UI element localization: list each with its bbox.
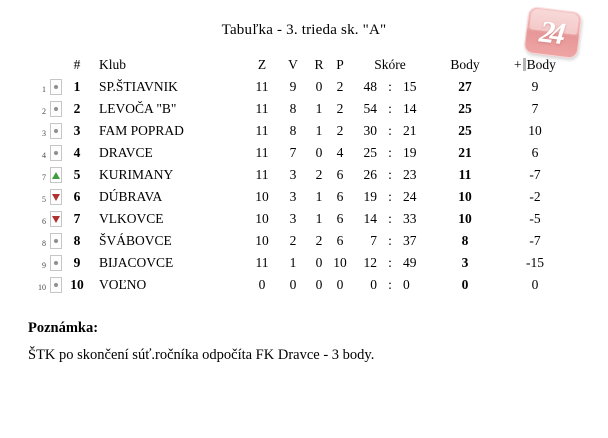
previous-rank: 7 bbox=[42, 173, 46, 182]
rank-cell: 10 bbox=[70, 277, 84, 292]
losses-cell: 6 bbox=[336, 211, 344, 226]
plus-sign: + bbox=[514, 57, 522, 72]
goals-for-cell: 26 bbox=[363, 167, 377, 182]
table-row bbox=[32, 76, 572, 98]
trend-same-icon bbox=[54, 151, 58, 155]
games-cell: 11 bbox=[255, 123, 269, 138]
draws-cell: 1 bbox=[315, 189, 323, 204]
trend-same-icon bbox=[54, 85, 58, 89]
wins-cell: 8 bbox=[289, 101, 297, 116]
games-cell: 11 bbox=[255, 101, 269, 116]
standings-table bbox=[32, 54, 572, 296]
points-cell: 3 bbox=[461, 255, 469, 270]
trend-box-frame bbox=[50, 255, 62, 271]
note-section bbox=[28, 320, 608, 364]
score-colon: : bbox=[388, 167, 392, 182]
trend-icon-box bbox=[46, 123, 66, 139]
rank-cell: 3 bbox=[73, 123, 81, 138]
col-header-wins: V bbox=[288, 57, 298, 72]
table-row bbox=[32, 252, 572, 274]
points-cell: 27 bbox=[458, 79, 472, 94]
losses-cell: 6 bbox=[336, 233, 344, 248]
points-cell: 25 bbox=[458, 123, 472, 138]
losses-cell: 6 bbox=[336, 167, 344, 182]
col-header-draws: R bbox=[314, 57, 324, 72]
table-row bbox=[32, 142, 572, 164]
table-body bbox=[32, 76, 572, 296]
points-cell: 10 bbox=[458, 211, 472, 226]
plus-points-cell: 9 bbox=[531, 79, 539, 94]
col-header-club: Klub bbox=[99, 57, 126, 72]
previous-rank: 1 bbox=[42, 85, 46, 94]
col-header-score: Skóre bbox=[374, 57, 406, 72]
trend-same-icon bbox=[54, 107, 58, 111]
col-header-games: Z bbox=[257, 57, 267, 72]
club-cell: KURIMANY bbox=[99, 167, 174, 182]
goals-against-cell: 15 bbox=[403, 79, 417, 94]
goals-for-cell: 48 bbox=[363, 79, 377, 94]
header-cursor-bar bbox=[523, 58, 526, 71]
wins-cell: 3 bbox=[289, 167, 297, 182]
goals-against-cell: 19 bbox=[403, 145, 417, 160]
draws-cell: 1 bbox=[315, 123, 323, 138]
games-cell: 11 bbox=[255, 79, 269, 94]
draws-cell: 1 bbox=[315, 101, 323, 116]
club-cell: SP.ŠTIAVNIK bbox=[99, 79, 178, 94]
table-row bbox=[32, 186, 572, 208]
goals-against-cell: 49 bbox=[403, 255, 417, 270]
goals-against-cell: 37 bbox=[403, 233, 417, 248]
club-cell: ŠVÁBOVCE bbox=[99, 233, 172, 248]
rank-cell: 8 bbox=[73, 233, 81, 248]
points-cell: 25 bbox=[458, 101, 472, 116]
col-header-losses: P bbox=[336, 57, 344, 72]
rank-cell: 6 bbox=[73, 189, 81, 204]
trend-icon-box bbox=[46, 79, 66, 95]
trend-box-frame bbox=[50, 167, 62, 183]
losses-cell: 4 bbox=[336, 145, 344, 160]
score-colon: : bbox=[388, 189, 392, 204]
wins-cell: 0 bbox=[289, 277, 297, 292]
trend-icon-box bbox=[46, 145, 66, 161]
wins-cell: 7 bbox=[289, 145, 297, 160]
goals-against-cell: 21 bbox=[403, 123, 417, 138]
wins-cell: 3 bbox=[289, 211, 297, 226]
rank-cell: 2 bbox=[73, 101, 81, 116]
club-cell: BIJACOVCE bbox=[99, 255, 174, 270]
club-cell: VOĽNO bbox=[99, 277, 147, 292]
trend-icon-box bbox=[46, 211, 66, 227]
wins-cell: 2 bbox=[289, 233, 297, 248]
plus-points-cell: 0 bbox=[531, 277, 539, 292]
goals-for-cell: 12 bbox=[363, 255, 377, 270]
plus-points-label: Body bbox=[526, 57, 556, 72]
note-text: ŠTK po skončení súť.ročníka odpočíta FK Dravce - 3 body. bbox=[28, 347, 375, 363]
plus-points-cell: -7 bbox=[529, 167, 541, 182]
trend-same-icon bbox=[54, 239, 58, 243]
games-cell: 10 bbox=[255, 211, 269, 226]
table-header-row bbox=[32, 54, 572, 76]
club-cell: DÚBRAVA bbox=[99, 189, 163, 204]
trend-icon-box bbox=[46, 167, 66, 183]
previous-rank: 4 bbox=[42, 151, 46, 160]
trend-box-frame bbox=[50, 101, 62, 117]
goals-for-cell: 25 bbox=[363, 145, 377, 160]
draws-cell: 1 bbox=[315, 211, 323, 226]
games-cell: 0 bbox=[258, 277, 266, 292]
plus-points-cell: 6 bbox=[531, 145, 539, 160]
losses-cell: 10 bbox=[333, 255, 347, 270]
trend-down-icon bbox=[52, 216, 60, 223]
score-colon: : bbox=[388, 101, 392, 116]
games-cell: 10 bbox=[255, 233, 269, 248]
trend-icon-box bbox=[46, 189, 66, 205]
previous-rank: 6 bbox=[42, 217, 46, 226]
table-row bbox=[32, 120, 572, 142]
wins-cell: 3 bbox=[289, 189, 297, 204]
logo-24-watermark bbox=[523, 6, 582, 59]
previous-rank: 3 bbox=[42, 129, 46, 138]
trend-icon-box bbox=[46, 233, 66, 249]
score-colon: : bbox=[388, 211, 392, 226]
trend-same-icon bbox=[54, 283, 58, 287]
goals-for-cell: 19 bbox=[363, 189, 377, 204]
draws-cell: 2 bbox=[315, 233, 323, 248]
plus-points-cell: 10 bbox=[528, 123, 542, 138]
table-row bbox=[32, 98, 572, 120]
goals-for-cell: 0 bbox=[370, 277, 377, 292]
rank-cell: 7 bbox=[73, 211, 81, 226]
trend-icon-box bbox=[46, 255, 66, 271]
trend-box-frame bbox=[50, 145, 62, 161]
score-colon: : bbox=[388, 255, 392, 270]
score-colon: : bbox=[388, 79, 392, 94]
table-row bbox=[32, 230, 572, 252]
trend-box-frame bbox=[50, 189, 62, 205]
trend-icon-box bbox=[46, 277, 66, 293]
goals-against-cell: 24 bbox=[403, 189, 417, 204]
trend-box-frame bbox=[50, 123, 62, 139]
points-cell: 21 bbox=[458, 145, 472, 160]
club-cell: LEVOČA "B" bbox=[99, 101, 177, 116]
goals-against-cell: 23 bbox=[403, 167, 417, 182]
table-row bbox=[32, 164, 572, 186]
club-cell: VLKOVCE bbox=[99, 211, 164, 226]
trend-up-icon bbox=[52, 172, 60, 179]
games-cell: 11 bbox=[255, 167, 269, 182]
logo-24-text: 24 bbox=[537, 12, 563, 51]
goals-for-cell: 54 bbox=[363, 101, 377, 116]
games-cell: 11 bbox=[255, 145, 269, 160]
note-label: Poznámka: bbox=[28, 320, 99, 336]
wins-cell: 8 bbox=[289, 123, 297, 138]
previous-rank: 10 bbox=[38, 283, 46, 292]
points-cell: 11 bbox=[458, 167, 472, 182]
score-colon: : bbox=[388, 233, 392, 248]
points-cell: 10 bbox=[458, 189, 472, 204]
goals-for-cell: 30 bbox=[363, 123, 377, 138]
draws-cell: 0 bbox=[315, 255, 323, 270]
losses-cell: 6 bbox=[336, 189, 344, 204]
rank-cell: 4 bbox=[73, 145, 81, 160]
losses-cell: 2 bbox=[336, 101, 344, 116]
games-cell: 11 bbox=[255, 255, 269, 270]
table-row bbox=[32, 274, 572, 296]
score-colon: : bbox=[388, 145, 392, 160]
previous-rank: 5 bbox=[42, 195, 46, 204]
draws-cell: 0 bbox=[315, 79, 323, 94]
trend-box-frame bbox=[50, 79, 62, 95]
draws-cell: 2 bbox=[315, 167, 323, 182]
rank-cell: 5 bbox=[73, 167, 81, 182]
rank-cell: 1 bbox=[73, 79, 81, 94]
trend-down-icon bbox=[52, 194, 60, 201]
table-row bbox=[32, 208, 572, 230]
col-header-points: Body bbox=[450, 57, 480, 72]
plus-points-cell: -2 bbox=[529, 189, 541, 204]
trend-same-icon bbox=[54, 129, 58, 133]
previous-rank: 2 bbox=[42, 107, 46, 116]
losses-cell: 2 bbox=[336, 123, 344, 138]
club-cell: FAM POPRAD bbox=[99, 123, 184, 138]
goals-against-cell: 14 bbox=[403, 101, 417, 116]
goals-against-cell: 33 bbox=[403, 211, 417, 226]
previous-rank: 9 bbox=[42, 261, 46, 270]
trend-box-frame bbox=[50, 277, 62, 293]
wins-cell: 9 bbox=[289, 79, 297, 94]
goals-for-cell: 14 bbox=[363, 211, 377, 226]
score-colon: : bbox=[388, 277, 392, 292]
rank-cell: 9 bbox=[73, 255, 81, 270]
plus-points-cell: -15 bbox=[526, 255, 544, 270]
page-title: Tabuľka - 3. trieda sk. "A" bbox=[221, 22, 387, 38]
goals-for-cell: 7 bbox=[370, 233, 377, 248]
points-cell: 0 bbox=[461, 277, 469, 292]
losses-cell: 0 bbox=[336, 277, 344, 292]
club-cell: DRAVCE bbox=[99, 145, 153, 160]
trend-box-frame bbox=[50, 233, 62, 249]
plus-points-cell: 7 bbox=[531, 101, 539, 116]
col-header-rank: # bbox=[73, 57, 81, 72]
trend-icon-box bbox=[46, 101, 66, 117]
previous-rank: 8 bbox=[42, 239, 46, 248]
points-cell: 8 bbox=[461, 233, 469, 248]
draws-cell: 0 bbox=[315, 145, 323, 160]
trend-box-frame bbox=[50, 211, 62, 227]
games-cell: 10 bbox=[255, 189, 269, 204]
wins-cell: 1 bbox=[289, 255, 297, 270]
trend-same-icon bbox=[54, 261, 58, 265]
plus-points-cell: -7 bbox=[529, 233, 541, 248]
draws-cell: 0 bbox=[315, 277, 323, 292]
score-colon: : bbox=[388, 123, 392, 138]
col-header-plus-points bbox=[500, 57, 570, 73]
losses-cell: 2 bbox=[336, 79, 344, 94]
plus-points-cell: -5 bbox=[529, 211, 541, 226]
goals-against-cell: 0 bbox=[403, 277, 410, 292]
